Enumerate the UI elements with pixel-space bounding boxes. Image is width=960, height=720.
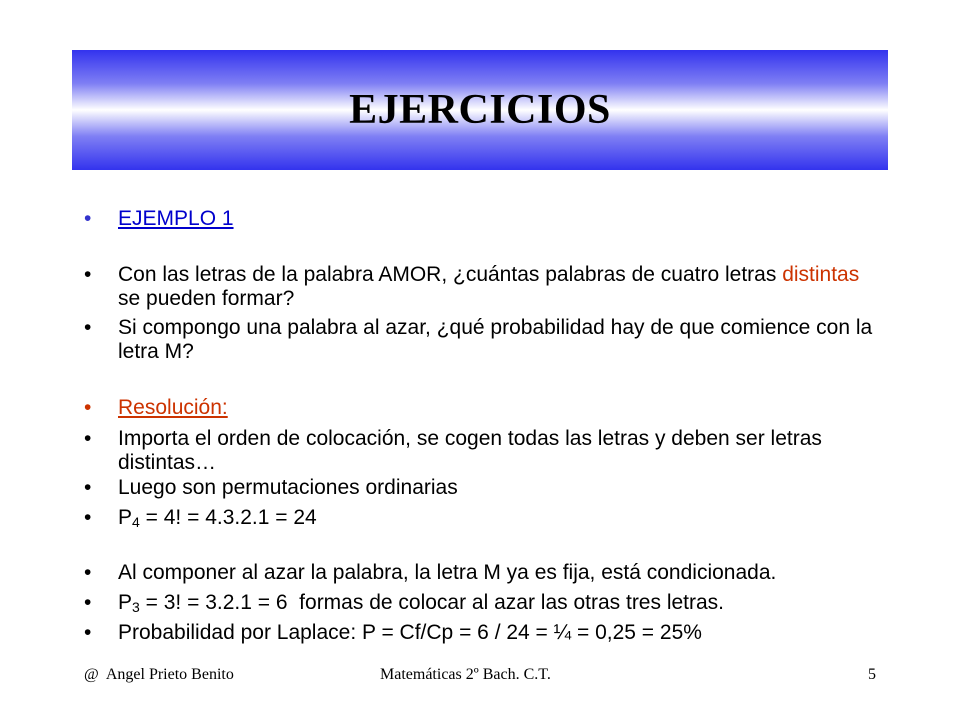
- bullet: •: [84, 316, 92, 339]
- resolution-step-1: [84, 427, 874, 475]
- bullet: •: [84, 263, 92, 286]
- example-heading-item: [84, 207, 874, 231]
- footer-author: @ Angel Prieto Benito: [84, 666, 234, 683]
- bullet: •: [84, 476, 92, 499]
- bullet: •: [84, 506, 92, 529]
- bullet: •: [84, 396, 92, 419]
- p4-symbol: P: [118, 506, 133, 529]
- question-1-text: [118, 263, 874, 311]
- permutation-p3: [118, 591, 874, 615]
- resolution-step-4-text: Al componer al azar la palabra, la letra M ya es fija, está condicionada.: [118, 561, 777, 584]
- resolution-step-5: [84, 591, 874, 615]
- p3-subscript: 3: [132, 599, 140, 615]
- footer-course: Matemáticas 2º Bach. C.T.: [380, 666, 551, 683]
- p4-subscript: 4: [132, 514, 140, 530]
- resolution-step-1-text: Importa el orden de colocación, se cogen todas las letras y deben ser letras distintas…: [118, 427, 822, 474]
- bullet: •: [84, 561, 92, 584]
- example-heading: EJEMPLO 1: [118, 207, 234, 230]
- question-1: [84, 263, 874, 311]
- question-2-text: Si compongo una palabra al azar, ¿qué probabilidad hay de que comience con la letra M?: [118, 316, 873, 363]
- resolution-step-6-text: Probabilidad por Laplace: P = Cf/Cp = 6 / 24 = ¼ = 0,25 = 25%: [118, 621, 702, 644]
- p4-formula: = 4! = 4.3.2.1 = 24: [139, 506, 317, 529]
- p3-formula: = 3! = 3.2.1 = 6 formas de colocar al azar las otras tres letras.: [139, 591, 725, 614]
- resolution-step-3: [84, 506, 874, 530]
- title-banner: [72, 50, 888, 170]
- resolution-heading-item: [84, 396, 874, 420]
- bullet: •: [84, 621, 92, 644]
- question-1-part1: Con las letras de la palabra AMOR, ¿cuántas palabras de cuatro letras: [118, 263, 777, 286]
- bullet: •: [84, 207, 92, 230]
- resolution-step-4: [84, 561, 874, 585]
- question-1-part2: se pueden formar?: [118, 287, 295, 310]
- permutation-p4: [118, 506, 874, 530]
- resolution-step-2-text: Luego son permutaciones ordinarias: [118, 476, 458, 499]
- resolution-step-2: [84, 476, 874, 500]
- resolution-heading: Resolución:: [118, 396, 228, 419]
- bullet: •: [84, 591, 92, 614]
- page-title: EJERCICIOS: [349, 87, 611, 133]
- question-1-highlight: distintas: [782, 263, 860, 286]
- resolution-step-6: [84, 621, 874, 645]
- footer-page-number: 5: [868, 666, 876, 683]
- question-2: [84, 316, 874, 364]
- p3-symbol: P: [118, 591, 133, 614]
- bullet: •: [84, 427, 92, 450]
